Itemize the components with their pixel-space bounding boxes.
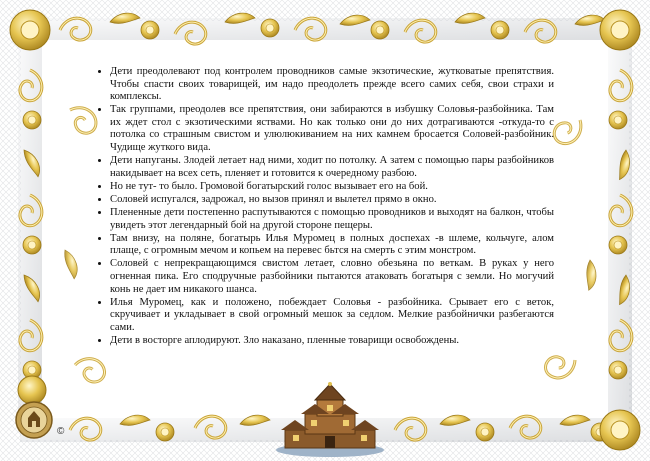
copyright-mark: © <box>57 426 65 437</box>
list-item: • Илья Муромец, как и положено, побеждает Соловья - разбойника. Срывает его с веток, скручивает и укладывает в свой огромный мешок за седлом. Мелкие разбойнички разбегаются сами. <box>110 297 554 335</box>
round-seal-logo <box>14 400 54 440</box>
list-item: • Дети в восторге аплодируют. Зло наказано, пленные товарищи освобождены. <box>110 335 554 348</box>
list-item: • Соловей с непрекращающимся свистом летает, словно обезьяна по веткам. В руках у него огненная пика. Его сподручные разбойники пытаются атаковать богатыря с земли. Но могучий конь не дает им никакого шанса. <box>110 258 554 296</box>
list-item: • Плененные дети постепенно распутываются с помощью проводников и выходят на балкон, чтобы увидеть этот легендарный бой на другой стороне пещеры. <box>110 207 554 232</box>
list-item: • Но не тут- то было. Громовой богатырский голос вызывает его на бой. <box>110 181 554 194</box>
story-text <box>88 66 554 348</box>
list-item: • Так группами, преодолев все препятствия, они забираются в избушку Соловья-разбойника. Там их ждет стол с экзотическими яствами. Но как только они до них дотрагиваются -откуда-то с потолка со страшным свистом и улюлюкиванием на них камнем бросается Соловей-разбойник. Чудище жуткого вида. <box>110 104 554 154</box>
list-item: • Там внизу, на поляне, богатырь Илья Муромец в полных доспехах -в шлеме, кольчуге, алом плаще, с огромным мечом и копьем на перевес бьтся на смерть с этим монстром. <box>110 233 554 258</box>
list-item: • Дети преодолевают под контролем проводников самые экзотические, жутковатые препятствия. Чтобы спасти своих товарищей, им надо преодолеть прежде всего самих себя, свои страхи и комплексы. <box>110 66 554 104</box>
list-item: • Дети напуганы. Злодей летает над ними, ходит по потолку. А затем с помощью пары разбойников накидывает на всех сеть, пленяет и готовится к очередному разбою. <box>110 155 554 180</box>
wooden-castle-illustration <box>275 380 385 458</box>
paragraph-list <box>88 66 554 348</box>
list-item: • Соловей испугался, задрожал, но вызов принял и вылетел прямо в окно. <box>110 194 554 207</box>
